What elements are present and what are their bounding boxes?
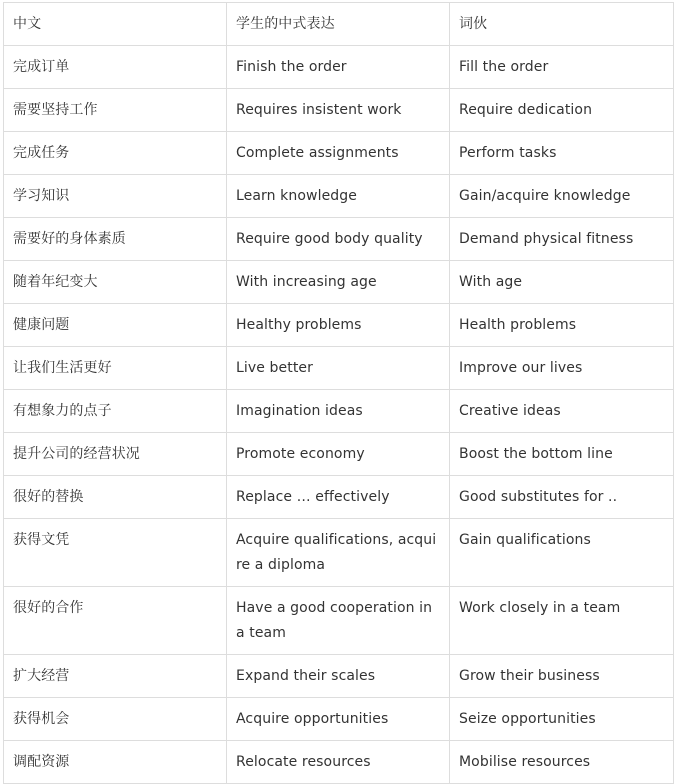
cell-chinese: 提升公司的经营状况 [4,433,227,476]
header-collocation: 词伙 [450,3,674,46]
cell-student-expression: Have a good cooperation in a team [227,587,450,655]
cell-collocation: Seize opportunities [450,698,674,741]
cell-chinese: 随着年纪变大 [4,261,227,304]
table-row [4,741,674,784]
cell-student-expression: Acquire qualifications, acquire a diploma [227,519,450,587]
cell-chinese: 获得文凭 [4,519,227,587]
cell-collocation: Mobilise resources [450,741,674,784]
cell-chinese: 扩大经营 [4,655,227,698]
table-row [4,175,674,218]
cell-student-expression: Replace … effectively [227,476,450,519]
cell-collocation: Improve our lives [450,347,674,390]
cell-student-expression: Finish the order [227,46,450,89]
cell-chinese: 调配资源 [4,741,227,784]
header-chinese: 中文 [4,3,227,46]
cell-collocation: Boost the bottom line [450,433,674,476]
cell-chinese: 健康问题 [4,304,227,347]
header-student-expression: 学生的中式表达 [227,3,450,46]
cell-student-expression: Healthy problems [227,304,450,347]
table-row [4,390,674,433]
cell-collocation: Fill the order [450,46,674,89]
cell-student-expression: Acquire opportunities [227,698,450,741]
cell-chinese: 让我们生活更好 [4,347,227,390]
table-row [4,655,674,698]
cell-collocation: Gain/acquire knowledge [450,175,674,218]
cell-student-expression: Requires insistent work [227,89,450,132]
table-row [4,698,674,741]
cell-chinese: 有想象力的点子 [4,390,227,433]
cell-student-expression: With increasing age [227,261,450,304]
table-row [4,46,674,89]
table-row [4,304,674,347]
cell-chinese: 获得机会 [4,698,227,741]
cell-collocation: Grow their business [450,655,674,698]
table-row [4,261,674,304]
cell-student-expression: Promote economy [227,433,450,476]
table-row [4,132,674,175]
cell-chinese: 需要坚持工作 [4,89,227,132]
cell-chinese: 完成订单 [4,46,227,89]
cell-collocation: Health problems [450,304,674,347]
cell-student-expression: Require good body quality [227,218,450,261]
cell-collocation: Good substitutes for .. [450,476,674,519]
cell-collocation: Demand physical fitness [450,218,674,261]
cell-chinese: 很好的替换 [4,476,227,519]
table-row [4,519,674,587]
cell-student-expression: Learn knowledge [227,175,450,218]
vocabulary-table-body [4,3,674,784]
table-row [4,587,674,655]
cell-collocation: Perform tasks [450,132,674,175]
cell-chinese: 很好的合作 [4,587,227,655]
table-row [4,89,674,132]
cell-collocation: Work closely in a team [450,587,674,655]
table-header-row [4,3,674,46]
cell-collocation: Creative ideas [450,390,674,433]
cell-student-expression: Expand their scales [227,655,450,698]
cell-chinese: 需要好的身体素质 [4,218,227,261]
cell-student-expression: Complete assignments [227,132,450,175]
cell-collocation: Require dedication [450,89,674,132]
cell-chinese: 学习知识 [4,175,227,218]
table-row [4,347,674,390]
vocabulary-table [3,2,674,784]
table-row [4,218,674,261]
table-row [4,476,674,519]
cell-student-expression: Live better [227,347,450,390]
table-row [4,433,674,476]
cell-collocation: Gain qualifications [450,519,674,587]
cell-collocation: With age [450,261,674,304]
cell-chinese: 完成任务 [4,132,227,175]
cell-student-expression: Imagination ideas [227,390,450,433]
cell-student-expression: Relocate resources [227,741,450,784]
